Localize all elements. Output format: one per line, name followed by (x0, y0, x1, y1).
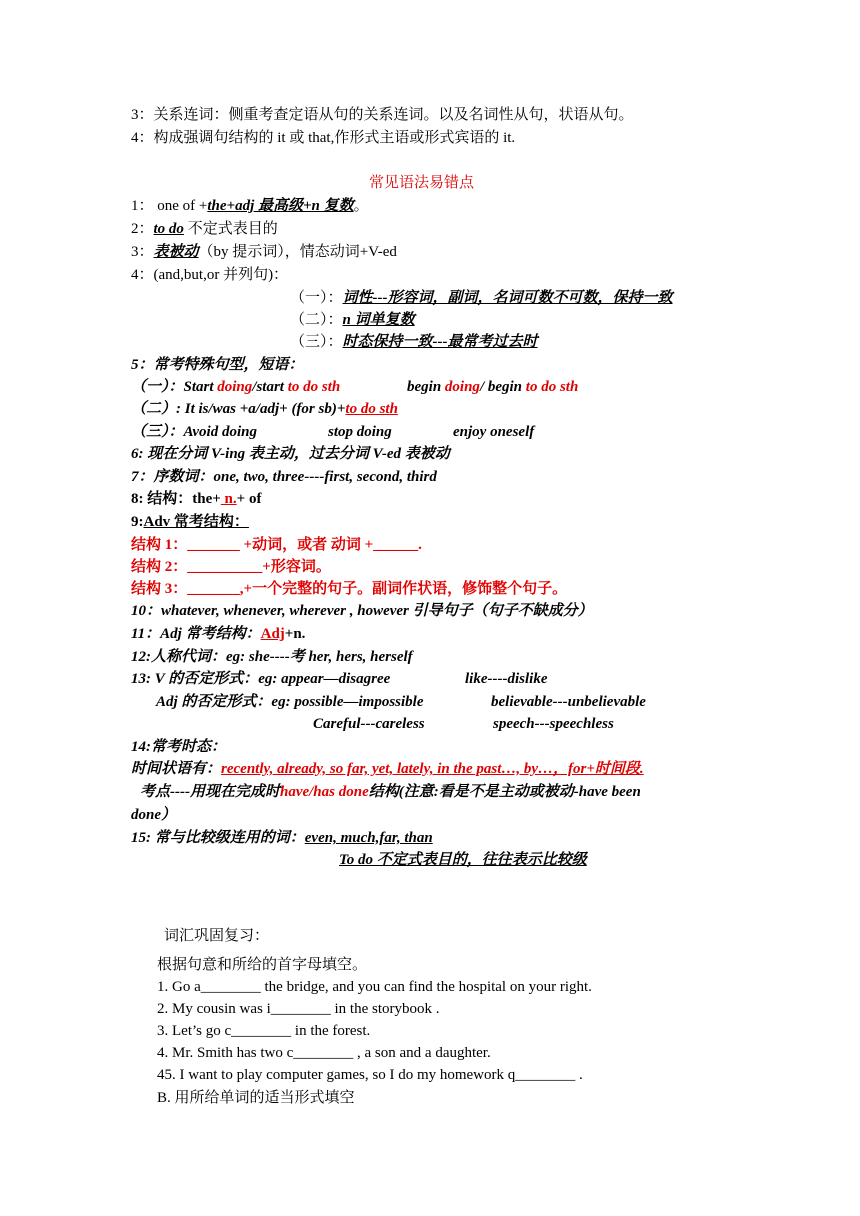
item-5-sub-a (131, 377, 340, 397)
item-5-a-2: doing (217, 379, 253, 395)
item-1 (131, 196, 369, 216)
item-8-suffix: + of (236, 491, 262, 507)
vocab-question-2 (157, 999, 440, 1019)
item-7: 7：序数词：one, two, three----first, second, third (131, 469, 437, 485)
item-3-number: 3： (131, 244, 154, 260)
q1-end: the bridge, and you can find the hospital on your right. (260, 979, 592, 995)
structure-2-label: 结构 2： (131, 559, 188, 575)
item-14-key-cont: done） (131, 807, 177, 823)
item-5-sub-b (131, 399, 398, 419)
structure-3-label: 结构 3： (131, 581, 188, 597)
q5-blank[interactable]: ________ (515, 1067, 576, 1083)
item-13-f: speech---speechless (493, 716, 614, 732)
q4-end: , a son and a daughter. (353, 1045, 491, 1061)
structure-3-blank: _______ (187, 581, 240, 597)
item-5-a-6: doing (444, 379, 480, 395)
item-1-end: 。 (353, 198, 369, 214)
structure-1-text: +动词，或者 动词 + (239, 537, 374, 553)
q2-end: in the storybook . (330, 1001, 440, 1017)
item-4: 4：(and,but,or 并列句)： (131, 267, 289, 283)
item-11-prefix: 11：Adj 常考结构： (131, 626, 261, 642)
item-4-sub-a-text: 词性---形容词，副词，名词可数不可数，保持一致 (342, 290, 673, 306)
intro-line-4: 4：构成强调句结构的 it 或 that,作形式主语或形式宾语的 it. (131, 130, 516, 146)
item-4-sub-a (290, 288, 673, 308)
item-13-c: Adj 的否定形式：eg: possible—impossible (156, 694, 424, 710)
item-1-emphasis: the+adj 最高级+n 复数 (207, 198, 354, 214)
structure-2-text: +形容词。 (262, 559, 331, 575)
item-14-key-3: 结构(注意:看是不是主动或被动-have been (368, 784, 641, 800)
item-2-text: 不定式表目的 (183, 221, 278, 237)
q1-start: 1. Go a (157, 979, 201, 995)
item-14-key-2: have/has done (279, 784, 369, 800)
item-5-a-3: /start (252, 379, 288, 395)
item-15 (131, 828, 433, 848)
item-5-a-5: begin (407, 379, 445, 395)
item-5-a-7: / begin (479, 379, 526, 395)
q3-start: 3. Let’s go c (157, 1023, 232, 1039)
item-14-time-label: 时间状语有： (131, 761, 222, 777)
item-4-sub-c (290, 332, 538, 352)
structure-1-end: . (418, 537, 422, 553)
q3-blank[interactable]: ________ (231, 1023, 292, 1039)
item-5-sub-c-3: enjoy oneself (453, 424, 535, 440)
structure-2-blank: __________ (187, 559, 263, 575)
vocab-question-5 (157, 1065, 583, 1085)
intro-line-3: 3：关系连词：侧重考查定语从句的关系连词。以及名词性从句，状语从句。 (131, 107, 634, 123)
item-3-emphasis: 表被动 (153, 244, 199, 260)
item-2 (131, 219, 278, 239)
item-4-sub-a-label: （一）： (290, 290, 343, 306)
structure-1-blank-2: ______ (373, 537, 419, 553)
item-10: 10：whatever, whenever, wherever , however 引导句子（句子不缺成分） (131, 603, 593, 619)
item-5-a-4: to do sth (287, 379, 341, 395)
item-9-structure-3 (131, 579, 567, 599)
item-5-a-1: （一）：Start (131, 379, 218, 395)
item-5-a-8: to do sth (525, 379, 579, 395)
item-2-number: 2： (131, 221, 154, 237)
item-15-prefix: 15: 常与比较级连用的词： (131, 830, 305, 846)
item-4-sub-b-text: n 词单复数 (342, 312, 415, 328)
item-15-words: even, much,far, than (304, 830, 433, 846)
vocab-part-b: B. 用所给单词的适当形式填空 (157, 1090, 355, 1106)
item-5-sub-a-begin (407, 377, 578, 397)
q2-start: 2. My cousin was i (157, 1001, 271, 1017)
item-5: 5：常考特殊句型，短语： (131, 357, 304, 373)
item-5-b-1: （二）: It is/was +a/adj+ (for sb)+ (131, 401, 346, 417)
item-9-structure-2 (131, 557, 331, 577)
item-9-structure-1 (131, 535, 422, 555)
item-14-time-words: recently, already, so far, yet, lately, in the past…, by…，for+时间段. (221, 761, 644, 777)
item-9 (131, 512, 249, 532)
vocab-question-1 (157, 977, 592, 997)
item-11-adj: Adj (260, 626, 285, 642)
structure-3-text: ,+一个完整的句子。副词作状语，修饰整个句子。 (239, 581, 568, 597)
item-13-a: 13: V 的否定形式：eg: appear—disagree (131, 671, 391, 687)
item-11 (131, 624, 305, 644)
item-13-b: like----dislike (465, 671, 548, 687)
item-13-e: Careful---careless (313, 716, 425, 732)
q3-end: in the forest. (291, 1023, 371, 1039)
item-9-number: 9: (131, 514, 144, 530)
q2-blank[interactable]: ________ (270, 1001, 331, 1017)
q4-blank[interactable]: ________ (293, 1045, 354, 1061)
item-5-sub-c-1: （三）：Avoid doing (131, 424, 257, 440)
item-2-emphasis: to do (153, 221, 184, 237)
item-14-key (140, 782, 641, 802)
item-4-sub-b-label: （二）： (290, 312, 343, 328)
item-8 (131, 489, 261, 509)
section-title: 常见语法易错点 (369, 175, 475, 191)
item-12: 12:人称代词：eg: she----考 her, hers, herself (131, 649, 413, 665)
item-3 (131, 242, 397, 262)
item-4-sub-b (290, 310, 415, 330)
item-4-sub-c-label: （三）： (290, 334, 343, 350)
vocab-heading: 词汇巩固复习： (164, 926, 270, 944)
item-14: 14:常考时态： (131, 739, 226, 755)
structure-1-blank: _______ (187, 537, 240, 553)
item-8-prefix: 8: 结构：the+ (131, 491, 221, 507)
vocab-question-4 (157, 1043, 491, 1063)
item-14-time (131, 759, 644, 779)
item-3-text: （by 提示词），情态动词+V-ed (198, 244, 397, 260)
item-15-note: To do 不定式表目的，往往表示比较级 (339, 852, 587, 868)
item-13-d: believable---unbelievable (491, 694, 646, 710)
item-8-n: n. (220, 491, 237, 507)
vocab-instructions: 根据句意和所给的首字母填空。 (157, 957, 368, 973)
item-14-key-1: 考点----用现在完成时 (140, 784, 280, 800)
q4-start: 4. Mr. Smith has two c (157, 1045, 294, 1061)
q5-end: . (575, 1067, 583, 1083)
q1-blank[interactable]: ________ (200, 979, 261, 995)
q5-start: 45. I want to play computer games, so I do my homework q (157, 1067, 516, 1083)
item-9-text: Adv 常考结构： (143, 514, 249, 530)
vocab-question-3 (157, 1021, 370, 1041)
item-6: 6: 现在分词 V-ing 表主动，过去分词 V-ed 表被动 (131, 446, 450, 462)
item-4-sub-c-text: 时态保持一致---最常考过去时 (342, 334, 538, 350)
structure-1-label: 结构 1： (131, 537, 188, 553)
item-5-sub-c-2: stop doing (328, 424, 392, 440)
item-1-prefix: 1： one of + (131, 198, 208, 214)
item-5-b-2: to do sth (345, 401, 398, 417)
item-11-suffix: +n. (284, 626, 306, 642)
